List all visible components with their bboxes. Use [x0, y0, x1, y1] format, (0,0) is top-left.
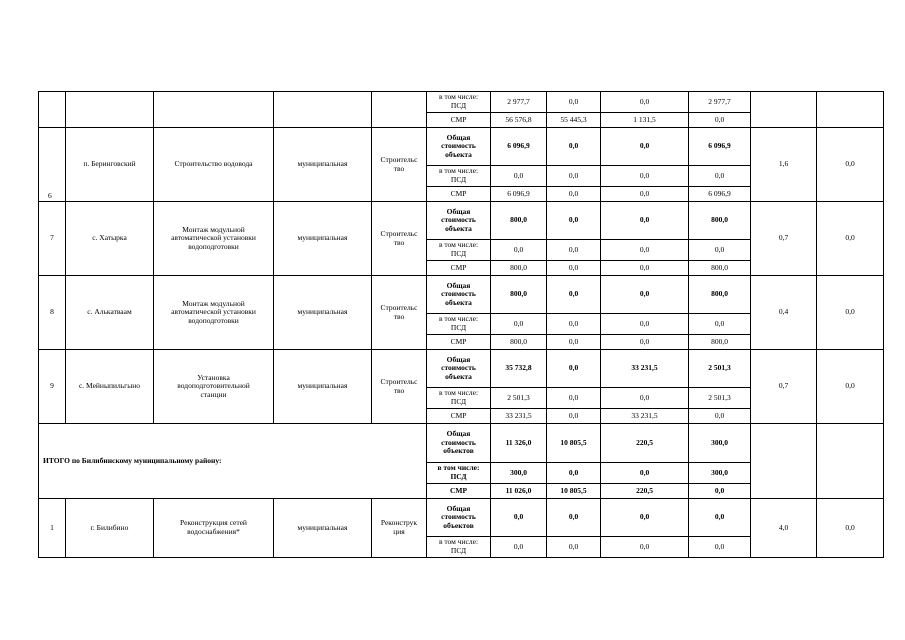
value-cell: 0,0: [601, 499, 689, 537]
value-cell: 0,0: [547, 166, 601, 187]
value-cell: 0,0: [601, 92, 689, 113]
psd-label: в том числе: ПСД: [427, 92, 491, 113]
value-cell: 56 576,8: [491, 113, 547, 128]
col11-value: 0,0: [817, 350, 884, 424]
value-cell: 33 231,5: [601, 409, 689, 424]
table-row: [39, 128, 884, 166]
value-cell: 6 096,9: [689, 128, 751, 166]
value-cell: 0,0: [547, 240, 601, 261]
value-cell: 2 501,3: [689, 388, 751, 409]
value-cell: 0,0: [547, 388, 601, 409]
value-cell: 800,0: [689, 202, 751, 240]
value-cell: 800,0: [689, 335, 751, 350]
smr-label: СМР: [427, 409, 491, 424]
value-cell: 0,0: [491, 537, 547, 558]
value-cell: 0,0: [491, 499, 547, 537]
value-cell: 800,0: [491, 335, 547, 350]
psd-label: в том числе: ПСД: [427, 166, 491, 187]
value-cell: 2 977,7: [689, 92, 751, 113]
table-row: [39, 350, 884, 388]
empty-cell: [39, 92, 66, 128]
value-cell: 300,0: [491, 463, 547, 484]
object-name: Монтаж модульной автоматической установки водоподготовки: [154, 202, 274, 276]
ownership: муниципальная: [274, 350, 372, 424]
empty-cell: [66, 92, 154, 128]
value-cell: 10 805,5: [547, 424, 601, 463]
empty-cell: [372, 92, 427, 128]
value-cell: 33 231,5: [491, 409, 547, 424]
value-cell: 0,0: [689, 484, 751, 499]
value-cell: 6 096,9: [491, 128, 547, 166]
value-cell: 2 501,3: [491, 388, 547, 409]
value-cell: 0,0: [547, 499, 601, 537]
value-cell: 0,0: [689, 314, 751, 335]
smr-label: СМР: [427, 187, 491, 202]
ownership: муниципальная: [274, 128, 372, 202]
value-cell: 0,0: [491, 166, 547, 187]
value-cell: 0,0: [547, 187, 601, 202]
table-row: [39, 499, 884, 537]
value-cell: 0,0: [601, 187, 689, 202]
value-cell: 0,0: [689, 409, 751, 424]
value-cell: 0,0: [547, 537, 601, 558]
col10-value: 4,0: [751, 499, 817, 558]
psd-label: в том числе: ПСД: [427, 537, 491, 558]
value-cell: 300,0: [689, 424, 751, 463]
col10-value: 0,4: [751, 276, 817, 350]
work-type: Строительс тво: [372, 276, 427, 350]
total-label: Общая стоимость объекта: [427, 350, 491, 388]
work-type: Строительс тво: [372, 202, 427, 276]
psd-label: в том числе: ПСД: [427, 314, 491, 335]
object-name: Монтаж модульной автоматической установки водоподготовки: [154, 276, 274, 350]
value-cell: 0,0: [601, 388, 689, 409]
locality: г. Билибино: [66, 499, 154, 558]
value-cell: 0,0: [601, 335, 689, 350]
locality: с. Хатырка: [66, 202, 154, 276]
col11-value: 0,0: [817, 202, 884, 276]
value-cell: 0,0: [547, 276, 601, 314]
row-number: 9: [39, 350, 66, 424]
value-cell: 0,0: [689, 166, 751, 187]
empty-cell: [154, 92, 274, 128]
value-cell: 6 096,9: [689, 187, 751, 202]
empty-cell: [274, 92, 372, 128]
table-row: [39, 424, 884, 463]
value-cell: 0,0: [547, 335, 601, 350]
col11-value: 0,0: [817, 128, 884, 202]
value-cell: 33 231,5: [601, 350, 689, 388]
empty-cell: [817, 92, 884, 128]
empty-cell: [751, 424, 817, 499]
value-cell: 300,0: [689, 463, 751, 484]
work-type: Реконструк ция: [372, 499, 427, 558]
psd-label: в том числе: ПСД: [427, 240, 491, 261]
value-cell: 0,0: [601, 463, 689, 484]
row-number: 8: [39, 276, 66, 350]
work-type: Строительс тво: [372, 350, 427, 424]
value-cell: 2 501,3: [689, 350, 751, 388]
empty-cell: [751, 92, 817, 128]
object: Реконструкция сетей водоснабжения*: [154, 499, 274, 558]
smr-label: СМР: [427, 113, 491, 128]
value-cell: 2 977,7: [491, 92, 547, 113]
psd-label: в том числе: ПСД: [427, 388, 491, 409]
value-cell: 800,0: [491, 276, 547, 314]
value-cell: 0,0: [689, 113, 751, 128]
row-number: 7: [39, 202, 66, 276]
ownership: муниципальная: [274, 276, 372, 350]
value-cell: 0,0: [689, 240, 751, 261]
smr-label: СМР: [427, 484, 491, 499]
value-cell: 0,0: [601, 202, 689, 240]
value-cell: 0,0: [689, 537, 751, 558]
col10-value: 1,6: [751, 128, 817, 202]
value-cell: 800,0: [689, 261, 751, 276]
value-cell: 1 131,5: [601, 113, 689, 128]
value-cell: 55 445,3: [547, 113, 601, 128]
value-cell: 35 732,8: [491, 350, 547, 388]
value-cell: 800,0: [491, 261, 547, 276]
locality: п. Беринговский: [66, 128, 154, 202]
total-label: Общая стоимость объектов: [427, 499, 491, 537]
budget-table: [38, 91, 884, 558]
smr-label: СМР: [427, 335, 491, 350]
total-label: Общая стоимость объекта: [427, 276, 491, 314]
col10-value: 0,7: [751, 350, 817, 424]
value-cell: 0,0: [601, 240, 689, 261]
value-cell: 0,0: [689, 499, 751, 537]
total-label: Общая стоимость объекта: [427, 128, 491, 166]
value-cell: 0,0: [601, 261, 689, 276]
total-label: Общая стоимость объекта: [427, 202, 491, 240]
value-cell: 0,0: [547, 314, 601, 335]
locality: с. Алькатваам: [66, 276, 154, 350]
itogo-label: ИТОГО по Билибинскому муниципальному району:: [39, 424, 427, 499]
total-label: Общая стоимость объектов: [427, 424, 491, 463]
ownership: муниципальная: [274, 499, 372, 558]
value-cell: 0,0: [547, 409, 601, 424]
object-name: Установка водоподготовительной станции: [154, 350, 274, 424]
table-row: [39, 276, 884, 314]
value-cell: 800,0: [689, 276, 751, 314]
value-cell: 0,0: [601, 314, 689, 335]
value-cell: 800,0: [491, 202, 547, 240]
psd-label: в том числе: ПСД: [427, 463, 491, 484]
value-cell: 0,0: [601, 276, 689, 314]
value-cell: 0,0: [547, 261, 601, 276]
table-row: [39, 202, 884, 240]
value-cell: 11 026,0: [491, 484, 547, 499]
locality: с. Мейныпильгыно: [66, 350, 154, 424]
col11-value: 0,0: [817, 499, 884, 558]
value-cell: 0,0: [601, 166, 689, 187]
value-cell: 11 326,0: [491, 424, 547, 463]
value-cell: 0,0: [601, 537, 689, 558]
value-cell: 220,5: [601, 484, 689, 499]
value-cell: 220,5: [601, 424, 689, 463]
value-cell: 0,0: [491, 314, 547, 335]
col11-value: 0,0: [817, 276, 884, 350]
row-number: 1: [39, 499, 66, 558]
value-cell: 6 096,9: [491, 187, 547, 202]
table-row: [39, 92, 884, 113]
value-cell: 10 805,5: [547, 484, 601, 499]
value-cell: 0,0: [491, 240, 547, 261]
ownership: муниципальная: [274, 202, 372, 276]
value-cell: 0,0: [547, 128, 601, 166]
object-name: Строительство водовода: [154, 128, 274, 202]
col10-value: 0,7: [751, 202, 817, 276]
value-cell: 0,0: [547, 350, 601, 388]
work-type: Строительс тво: [372, 128, 427, 202]
value-cell: 0,0: [547, 202, 601, 240]
smr-label: СМР: [427, 261, 491, 276]
value-cell: 0,0: [547, 92, 601, 113]
value-cell: 0,0: [547, 463, 601, 484]
row-number: 6: [39, 128, 66, 202]
value-cell: 0,0: [601, 128, 689, 166]
empty-cell: [817, 424, 884, 499]
